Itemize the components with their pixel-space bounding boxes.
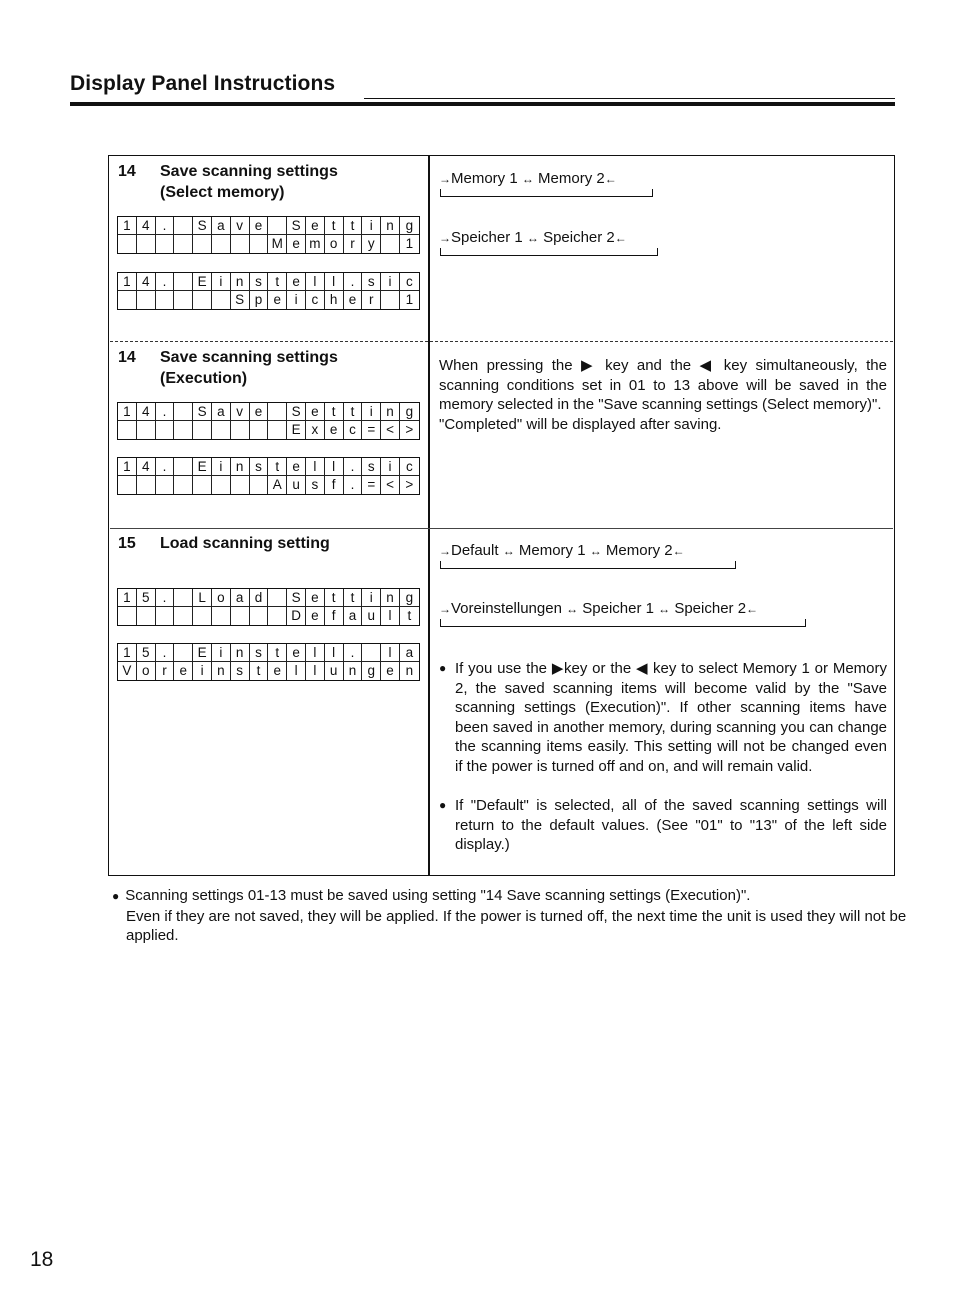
lcd-cell xyxy=(137,607,156,625)
lcd-cell: e xyxy=(344,291,363,309)
cycle-bracket xyxy=(440,561,736,569)
lcd-cell xyxy=(268,403,287,421)
lcd-cell xyxy=(381,291,400,309)
lcd-cell xyxy=(231,421,250,439)
lcd-cell: t xyxy=(325,217,344,235)
cycle-bracket xyxy=(440,189,653,197)
lcd-cell: g xyxy=(400,589,419,607)
lcd-cell xyxy=(118,607,137,625)
lcd-cell: e xyxy=(287,458,306,476)
lcd-cell: g xyxy=(362,662,381,680)
lcd-cell: e xyxy=(306,607,325,625)
lcd-cell: D xyxy=(287,607,306,625)
lcd-cell: E xyxy=(193,644,212,662)
lcd-cell: . xyxy=(344,644,363,662)
lcd-cell: o xyxy=(212,589,231,607)
lcd-cell: s xyxy=(362,273,381,291)
lcd-cell: i xyxy=(212,644,231,662)
lcd-cell: 5 xyxy=(137,589,156,607)
lcd-cell xyxy=(174,217,193,235)
cycle-bracket xyxy=(440,248,658,256)
lcd-cell xyxy=(156,421,175,439)
lcd-cell: n xyxy=(381,589,400,607)
lcd-cell xyxy=(174,607,193,625)
lcd-cell xyxy=(156,235,175,253)
lcd-cell: 5 xyxy=(137,644,156,662)
section-title: 15 Load scanning setting xyxy=(118,535,330,552)
lcd-cell: e xyxy=(381,662,400,680)
lcd-cell: . xyxy=(344,476,363,494)
lcd-cell: i xyxy=(362,403,381,421)
lcd-cell: e xyxy=(268,662,287,680)
lcd-cell: 4 xyxy=(137,217,156,235)
lcd-cell: 1 xyxy=(405,292,414,307)
lcd-cell: < xyxy=(381,476,400,494)
lcd-cell xyxy=(268,589,287,607)
lcd-cell xyxy=(137,291,156,309)
lcd-cell xyxy=(174,291,193,309)
lcd-cell: S xyxy=(193,403,212,421)
lcd-cell: r xyxy=(156,662,175,680)
lcd-cell: t xyxy=(268,273,287,291)
lcd-cell: i xyxy=(381,273,400,291)
lcd-cell: l xyxy=(325,458,344,476)
lcd-display xyxy=(117,272,420,310)
cycle-bracket xyxy=(440,619,806,627)
lcd-cell: o xyxy=(137,662,156,680)
lcd-cell xyxy=(118,421,137,439)
lcd-cell xyxy=(137,421,156,439)
row-divider-dashed xyxy=(110,341,893,342)
lcd-display xyxy=(117,588,420,626)
lcd-cell: L xyxy=(193,589,212,607)
lcd-cell: l xyxy=(325,273,344,291)
lcd-cell: l xyxy=(306,458,325,476)
lcd-cell: E xyxy=(287,421,306,439)
lcd-cell: t xyxy=(325,403,344,421)
lcd-cell xyxy=(193,476,212,494)
lcd-cell: l xyxy=(381,607,400,625)
lcd-cell: s xyxy=(250,458,269,476)
lcd-cell xyxy=(137,476,156,494)
lcd-cell: u xyxy=(325,662,344,680)
lcd-cell: = xyxy=(362,421,381,439)
lcd-cell: e xyxy=(287,235,306,253)
lcd-cell: e xyxy=(306,217,325,235)
column-divider xyxy=(428,155,430,876)
lcd-cell: l xyxy=(306,662,325,680)
lcd-cell: p xyxy=(250,291,269,309)
section-title: 14 Save scanning settings (Execution) xyxy=(118,349,338,387)
lcd-cell xyxy=(118,235,137,253)
lcd-cell xyxy=(156,476,175,494)
lcd-display xyxy=(117,643,420,681)
lcd-cell: S xyxy=(231,291,250,309)
lcd-cell: n xyxy=(381,403,400,421)
page-title: Display Panel Instructions xyxy=(70,72,336,95)
lcd-cell: 1 xyxy=(118,403,137,421)
lcd-cell: i xyxy=(381,458,400,476)
lcd-cell: y xyxy=(362,235,381,253)
lcd-cell: . xyxy=(344,458,363,476)
lcd-cell: v xyxy=(231,403,250,421)
lcd-cell xyxy=(231,607,250,625)
lcd-cell xyxy=(250,476,269,494)
lcd-cell: n xyxy=(344,662,363,680)
lcd-cell xyxy=(268,607,287,625)
lcd-cell: e xyxy=(306,589,325,607)
lcd-cell: s xyxy=(231,662,250,680)
lcd-cell xyxy=(268,217,287,235)
lcd-cell xyxy=(268,421,287,439)
lcd-cell: d xyxy=(250,589,269,607)
lcd-cell: r xyxy=(362,291,381,309)
lcd-cell: > xyxy=(405,422,414,437)
lcd-cell: n xyxy=(231,458,250,476)
lcd-cell: g xyxy=(400,403,419,421)
lcd-cell: s xyxy=(362,458,381,476)
lcd-cell: i xyxy=(212,273,231,291)
lcd-cell xyxy=(174,458,193,476)
lcd-cell: u xyxy=(362,607,381,625)
lcd-cell: x xyxy=(306,421,325,439)
lcd-cell: n xyxy=(231,273,250,291)
lcd-cell: l xyxy=(306,644,325,662)
lcd-cell: c xyxy=(306,291,325,309)
lcd-cell: i xyxy=(212,458,231,476)
lcd-cell: n xyxy=(405,663,414,678)
lcd-cell: E xyxy=(193,273,212,291)
lcd-cell: M xyxy=(268,235,287,253)
lcd-cell xyxy=(193,421,212,439)
lcd-cell xyxy=(193,235,212,253)
lcd-cell: e xyxy=(174,662,193,680)
lcd-cell xyxy=(212,476,231,494)
lcd-cell xyxy=(362,644,381,662)
lcd-cell: t xyxy=(268,644,287,662)
lcd-cell xyxy=(250,421,269,439)
lcd-cell xyxy=(231,476,250,494)
lcd-cell xyxy=(231,235,250,253)
lcd-cell: n xyxy=(381,217,400,235)
lcd-cell xyxy=(250,235,269,253)
lcd-cell: t xyxy=(344,403,363,421)
lcd-cell: > xyxy=(405,477,414,492)
memory-cycle: →Voreinstellungen ↔ Speicher 1 ↔ Speicher 2← xyxy=(439,600,759,617)
lcd-cell: i xyxy=(193,662,212,680)
lcd-cell xyxy=(212,607,231,625)
lcd-cell: l xyxy=(306,273,325,291)
lcd-cell: S xyxy=(287,217,306,235)
lcd-cell: e xyxy=(250,217,269,235)
lcd-cell: e xyxy=(287,273,306,291)
lcd-cell: h xyxy=(325,291,344,309)
lcd-cell xyxy=(174,235,193,253)
lcd-cell: n xyxy=(212,662,231,680)
section-title: 14 Save scanning settings (Select memory) xyxy=(118,163,338,201)
lcd-cell: t xyxy=(407,608,412,623)
lcd-cell: a xyxy=(231,589,250,607)
lcd-cell: < xyxy=(381,421,400,439)
lcd-cell: e xyxy=(325,421,344,439)
lcd-cell: e xyxy=(268,291,287,309)
lcd-cell xyxy=(156,291,175,309)
lcd-cell: 1 xyxy=(405,236,414,251)
row-divider xyxy=(110,528,893,529)
lcd-cell xyxy=(381,235,400,253)
lcd-cell: n xyxy=(231,644,250,662)
lcd-cell: t xyxy=(250,662,269,680)
lcd-cell: c xyxy=(400,458,419,476)
lcd-cell xyxy=(250,607,269,625)
lcd-cell: l xyxy=(287,662,306,680)
lcd-cell xyxy=(212,235,231,253)
lcd-cell: s xyxy=(250,273,269,291)
lcd-cell: a xyxy=(212,217,231,235)
lcd-cell xyxy=(137,235,156,253)
lcd-cell: 4 xyxy=(137,273,156,291)
lcd-cell: g xyxy=(400,217,419,235)
lcd-cell: f xyxy=(325,607,344,625)
lcd-cell: . xyxy=(156,589,175,607)
lcd-cell: a xyxy=(212,403,231,421)
lcd-cell: c xyxy=(400,273,419,291)
lcd-cell: . xyxy=(156,273,175,291)
lcd-cell: e xyxy=(287,644,306,662)
lcd-cell: . xyxy=(156,644,175,662)
lcd-cell: S xyxy=(193,217,212,235)
lcd-cell xyxy=(174,273,193,291)
lcd-cell xyxy=(174,403,193,421)
header-rule-thick xyxy=(70,102,895,106)
lcd-cell: 1 xyxy=(118,217,137,235)
lcd-display xyxy=(117,216,420,254)
lcd-cell xyxy=(156,607,175,625)
lcd-cell xyxy=(118,476,137,494)
lcd-cell: 1 xyxy=(118,273,137,291)
lcd-cell: 1 xyxy=(118,589,137,607)
lcd-cell: 4 xyxy=(137,403,156,421)
list-item: ● If you use the ▶key or the ◀ key to select Memory 1 or Memory 2, the saved scanning items will become valid by the "Save scanning settings (Execution)". If other scanning items have been saved in another memory, during scanning you can change the scanning items easily. This setting will not be changed even if the power is turned off and on, and will remain valid. xyxy=(439,660,887,775)
lcd-cell: e xyxy=(250,403,269,421)
list-item: ● If "Default" is selected, all of the saved scanning settings will return to the default values. (See "01" to "13" of the left side display.) xyxy=(439,797,887,854)
lcd-cell: 1 xyxy=(118,458,137,476)
lcd-display xyxy=(117,457,420,495)
lcd-cell xyxy=(174,421,193,439)
lcd-cell: s xyxy=(250,644,269,662)
lcd-cell xyxy=(174,476,193,494)
lcd-cell xyxy=(174,644,193,662)
lcd-cell: r xyxy=(344,235,363,253)
lcd-cell: s xyxy=(306,476,325,494)
lcd-cell: f xyxy=(325,476,344,494)
page-number: 18 xyxy=(30,1248,54,1271)
lcd-cell: u xyxy=(287,476,306,494)
lcd-cell: . xyxy=(344,273,363,291)
lcd-cell: 4 xyxy=(137,458,156,476)
lcd-cell xyxy=(193,291,212,309)
lcd-cell: V xyxy=(118,662,137,680)
memory-cycle: →Speicher 1 ↔ Speicher 2← xyxy=(439,229,627,246)
lcd-cell: = xyxy=(362,476,381,494)
lcd-cell xyxy=(212,421,231,439)
lcd-cell: i xyxy=(362,589,381,607)
lcd-cell: m xyxy=(306,235,325,253)
execution-description: When pressing the ▶ key and the ◀ key simultaneously, the scanning conditions set in 01 to 13 above will be saved in the memory selected in the "Save scanning settings (Select memory)". "Completed" will be displayed after saving. xyxy=(439,357,887,433)
lcd-cell: t xyxy=(268,458,287,476)
lcd-cell: i xyxy=(287,291,306,309)
lcd-cell: E xyxy=(193,458,212,476)
lcd-cell: a xyxy=(400,644,419,662)
lcd-cell: . xyxy=(156,403,175,421)
lcd-cell: . xyxy=(156,458,175,476)
lcd-cell: l xyxy=(325,644,344,662)
lcd-cell: S xyxy=(287,589,306,607)
lcd-cell: S xyxy=(287,403,306,421)
lcd-cell: o xyxy=(325,235,344,253)
lcd-cell: l xyxy=(381,644,400,662)
lcd-cell xyxy=(174,589,193,607)
memory-cycle: →Default ↔ Memory 1 ↔ Memory 2← xyxy=(439,542,685,559)
lcd-cell: 1 xyxy=(118,644,137,662)
lcd-cell: a xyxy=(344,607,363,625)
lcd-display xyxy=(117,402,420,440)
lcd-cell xyxy=(118,291,137,309)
lcd-cell xyxy=(193,607,212,625)
lcd-cell xyxy=(212,291,231,309)
lcd-cell: v xyxy=(231,217,250,235)
lcd-cell: e xyxy=(306,403,325,421)
lcd-cell: t xyxy=(344,589,363,607)
header-rule xyxy=(364,98,895,99)
footnote: ● Scanning settings 01-13 must be saved using setting "14 Save scanning settings (Execution)". Even if they are not saved, they will be applied. If the power is turned off, the next time the unit is used they will not be applied. xyxy=(112,887,907,945)
lcd-cell: i xyxy=(362,217,381,235)
lcd-cell: A xyxy=(268,476,287,494)
memory-cycle: →Memory 1 ↔ Memory 2← xyxy=(439,170,617,187)
lcd-cell: t xyxy=(344,217,363,235)
lcd-cell: t xyxy=(325,589,344,607)
lcd-cell: . xyxy=(156,217,175,235)
lcd-cell: c xyxy=(344,421,363,439)
